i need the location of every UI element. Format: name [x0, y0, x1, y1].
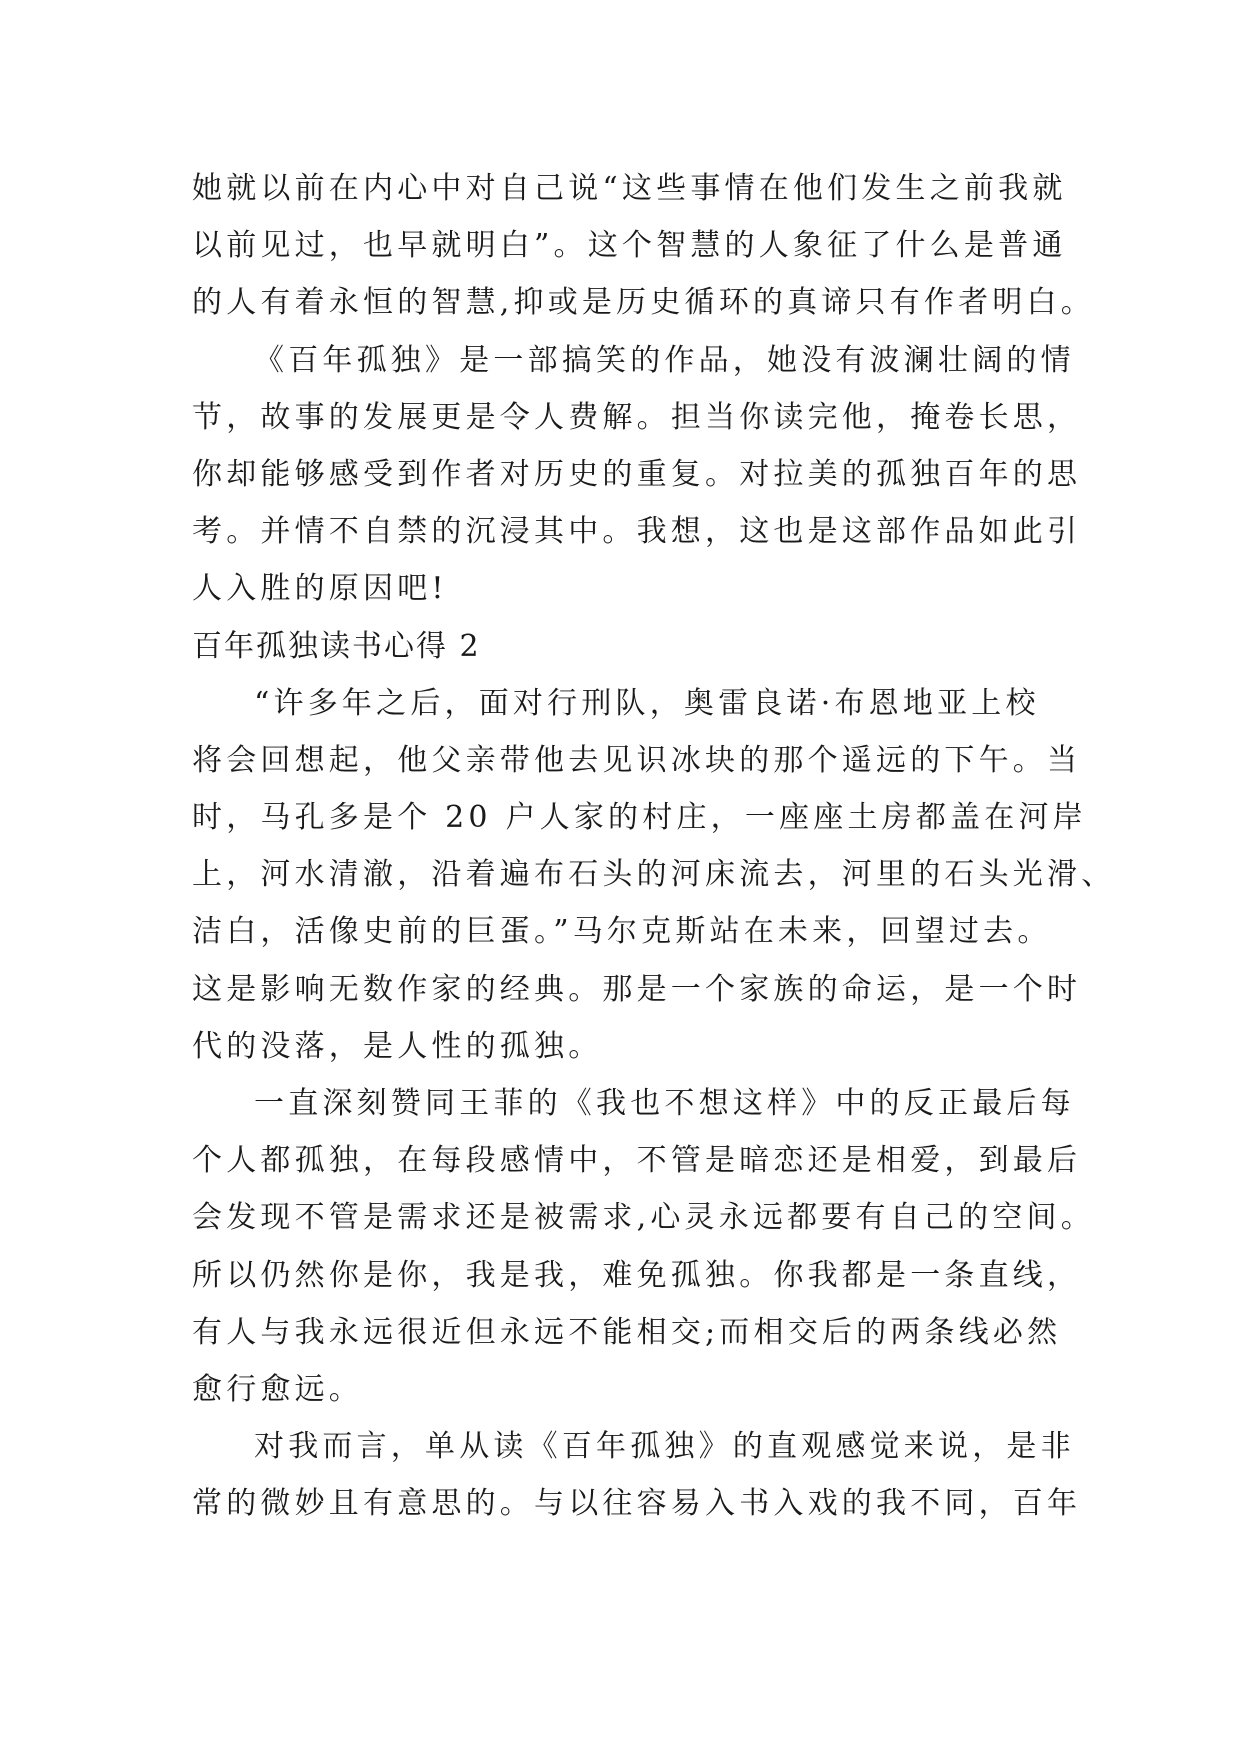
- text-line: 这是影响无数作家的经典。那是一个家族的命运，是一个时: [192, 971, 1082, 1007]
- text-line: 将会回想起，他父亲带他去见识冰块的那个遥远的下午。当: [192, 742, 1082, 778]
- text-line-first: “许多年之后，面对行刑队，奥雷良诺·布恩地亚上校: [254, 685, 1040, 721]
- text-line: 的人有着永恒的智慧,抑或是历史循环的真谛只有作者明白。: [192, 285, 1095, 321]
- text-line: 会发现不管是需求还是被需求,心灵永远都要有自己的空间。: [192, 1200, 1095, 1236]
- text-line: 人入胜的原因吧!: [192, 571, 448, 607]
- paragraph: [192, 1418, 1092, 1532]
- text-line: 上，河水清澈，沿着遍布石头的河床流去，河里的石头光滑、: [192, 857, 1116, 893]
- text-line: 节，故事的发展更是令人费解。担当你读完他，掩卷长思，: [192, 399, 1082, 435]
- paragraph: [192, 1075, 1095, 1418]
- paragraph-continued: [192, 160, 1095, 332]
- text-line-first: 一直深刻赞同王菲的《我也不想这样》中的反正最后每: [254, 1086, 1075, 1121]
- document-body: [192, 160, 1116, 1533]
- text-line: 她就以前在内心中对自己说“这些事情在他们发生之前我就: [192, 171, 1067, 206]
- section-heading: [192, 618, 1092, 675]
- text-line: 代的没落，是人性的孤独。: [192, 1028, 603, 1064]
- paragraph: [192, 675, 1116, 1075]
- text-line: 洁白，活像史前的巨蛋。”马尔克斯站在未来，回望过去。: [192, 914, 1052, 950]
- text-line: 常的微妙且有意思的。与以往容易入书入戏的我不同，百年: [192, 1486, 1082, 1522]
- text-line: 你却能够感受到作者对历史的重复。对拉美的孤独百年的思: [192, 456, 1082, 492]
- text-line: 有人与我永远很近但永远不能相交;而相交后的两条线必然: [192, 1314, 1062, 1350]
- text-line: 时，马孔多是个 20 户人家的村庄，一座座土房都盖在河岸: [192, 800, 1087, 836]
- text-line: 愈行愈远。: [192, 1371, 363, 1407]
- text-line: 考。并情不自禁的沉浸其中。我想，这也是这部作品如此引: [192, 514, 1082, 550]
- text-line-first: 对我而言，单从读《百年孤独》的直观感觉来说，是非: [254, 1429, 1075, 1465]
- text-line: 所以仍然你是你，我是我，难免孤独。你我都是一条直线，: [192, 1257, 1082, 1293]
- text-line: 个人都孤独，在每段感情中，不管是暗恋还是相爱，到最后: [192, 1143, 1082, 1179]
- text-line: 以前见过，也早就明白”。这个智慧的人象征了什么是普通: [192, 228, 1067, 264]
- text-line-first: 《百年孤独》是一部搞笑的作品，她没有波澜壮阔的情: [254, 342, 1075, 378]
- paragraph: [192, 332, 1092, 618]
- heading-text: 百年孤独读书心得 2: [192, 628, 481, 664]
